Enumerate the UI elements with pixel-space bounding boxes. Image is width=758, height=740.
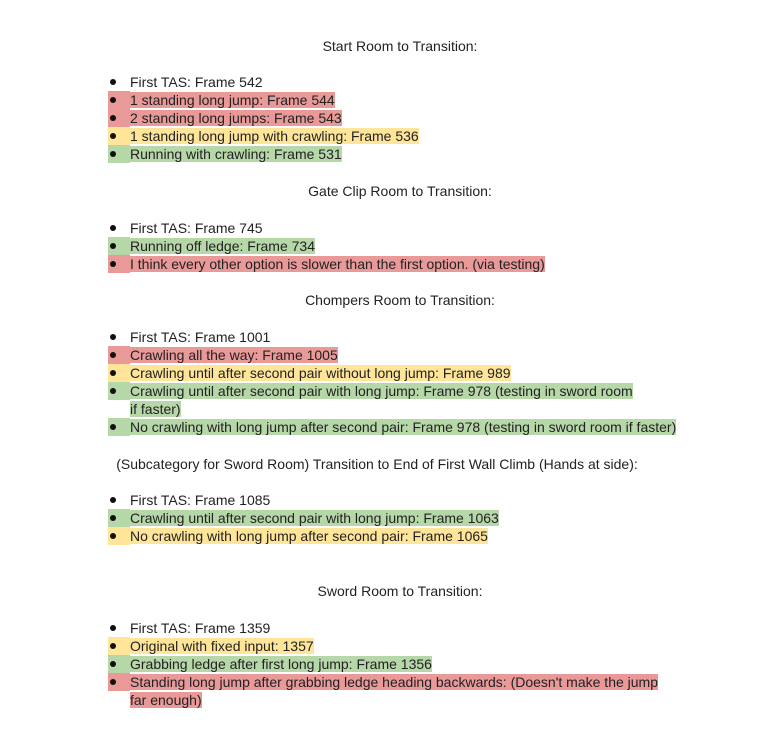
- bullet-icon: [108, 637, 130, 655]
- bullet-icon: [108, 619, 130, 637]
- section-heading-sword-room-subcategory: (Subcategory for Sword Room) Transition to End of First Wall Climb (Hands at side):: [116, 456, 638, 472]
- list-item: 1 standing long jump: Frame 544: [108, 91, 688, 109]
- list-item: First TAS: Frame 745: [108, 219, 688, 237]
- bullet-icon: [108, 655, 130, 673]
- list-sword-room-subcategory: [108, 491, 688, 545]
- bullet-icon: [108, 91, 130, 109]
- list-sword-room: [108, 619, 688, 709]
- bullet-icon: [108, 673, 130, 691]
- list-item: 1 standing long jump with crawling: Frame 536: [108, 127, 688, 145]
- list-item: Running off ledge: Frame 734: [108, 237, 688, 255]
- bullet-icon: [108, 382, 130, 400]
- bullet-icon: [108, 509, 130, 527]
- list-item: Original with fixed input: 1357: [108, 637, 688, 655]
- bullet-icon: [108, 73, 130, 91]
- bullet-icon: [108, 237, 130, 255]
- list-item: Crawling until after second pair without long jump: Frame 989: [108, 364, 688, 382]
- list-item: I think every other option is slower than the first option. (via testing): [108, 255, 688, 273]
- bullet-icon: [108, 145, 130, 163]
- list-item: Running with crawling: Frame 531: [108, 145, 688, 163]
- list-start-room: [108, 73, 688, 163]
- list-item: First TAS: Frame 1001: [108, 328, 688, 346]
- list-item: No crawling with long jump after second pair: Frame 978 (testing in sword room if faster): [108, 418, 688, 436]
- list-item: Crawling all the way: Frame 1005: [108, 346, 688, 364]
- list-item: Standing long jump after grabbing ledge heading backwards: (Doesn't make the jump far enough): [108, 673, 672, 709]
- bullet-icon: [108, 491, 130, 509]
- section-heading-start-room: Start Room to Transition:: [322, 38, 478, 54]
- bullet-icon: [108, 346, 130, 364]
- list-item: First TAS: Frame 1085: [108, 491, 688, 509]
- list-item: First TAS: Frame 542: [108, 73, 688, 91]
- bullet-icon: [108, 219, 130, 237]
- bullet-icon: [108, 328, 130, 346]
- list-chompers-room: [108, 328, 688, 436]
- list-gate-clip-room: [108, 219, 688, 273]
- list-item: Grabbing ledge after first long jump: Frame 1356: [108, 655, 688, 673]
- section-heading-gate-clip-room: Gate Clip Room to Transition:: [308, 183, 492, 199]
- bullet-icon: [108, 255, 130, 273]
- list-item: Crawling until after second pair with long jump: Frame 1063: [108, 509, 688, 527]
- list-item: No crawling with long jump after second pair: Frame 1065: [108, 527, 688, 545]
- list-item: 2 standing long jumps: Frame 543: [108, 109, 688, 127]
- bullet-icon: [108, 127, 130, 145]
- bullet-icon: [108, 109, 130, 127]
- section-heading-sword-room: Sword Room to Transition:: [317, 583, 483, 599]
- list-item: First TAS: Frame 1359: [108, 619, 688, 637]
- bullet-icon: [108, 364, 130, 382]
- section-heading-chompers-room: Chompers Room to Transition:: [305, 292, 495, 308]
- bullet-icon: [108, 418, 130, 436]
- list-item: Crawling until after second pair with long jump: Frame 978 (testing in sword room if faster): [108, 382, 638, 418]
- bullet-icon: [108, 527, 130, 545]
